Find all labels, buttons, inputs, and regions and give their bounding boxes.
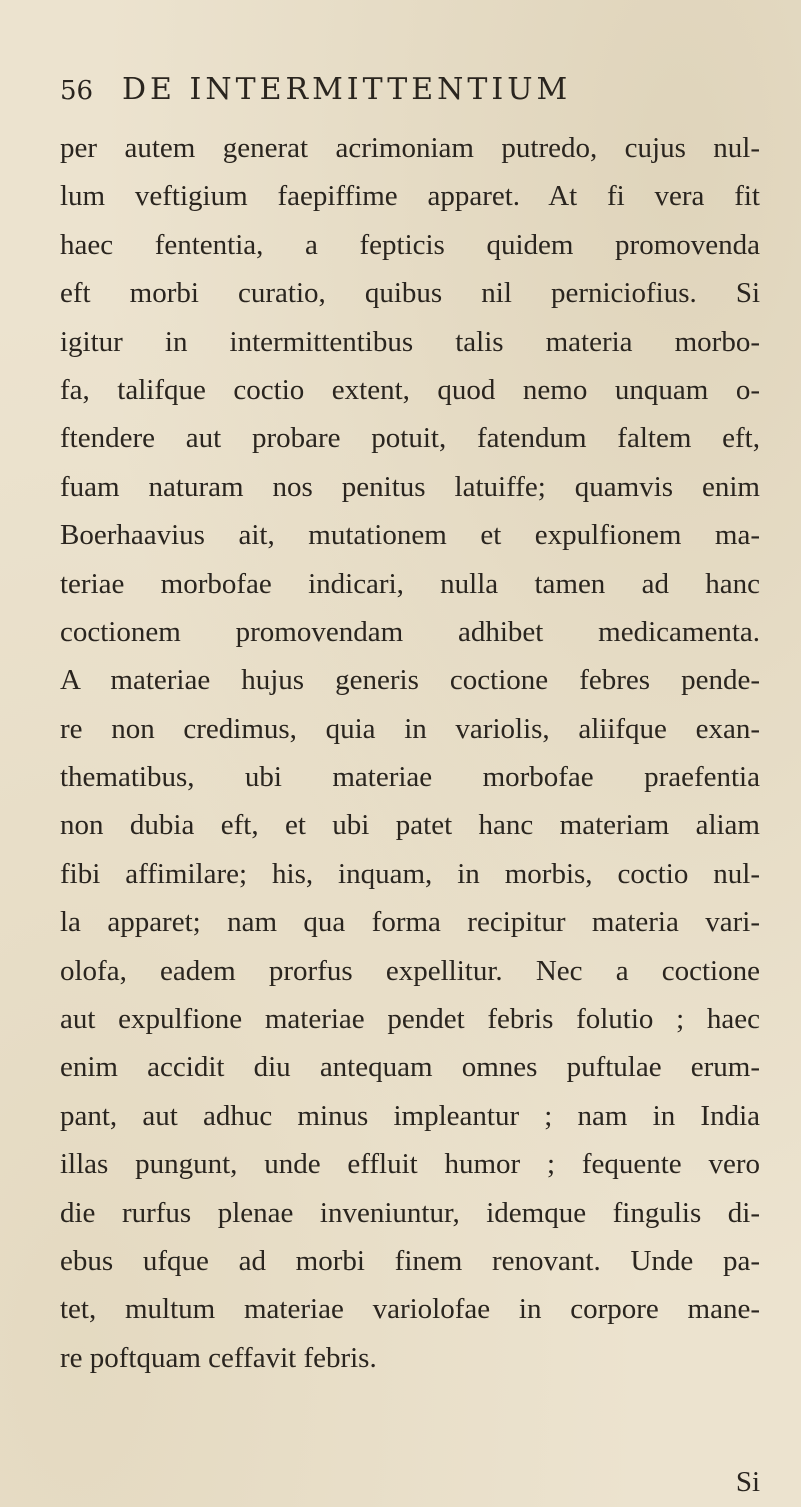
running-title: DE INTERMITTENTIUM [122,72,572,107]
text-line: teriae morbofae indicari, nulla tamen ad hanc [60,567,760,600]
text-line: A materiae hujus generis coctione febres pende- [60,664,760,697]
text-line: re non credimus, quia in variolis, aliifque exan- [60,712,760,745]
text-line: die rurfus plenae inveniuntur, idemque fingulis di- [60,1196,760,1229]
page-header [60,72,760,112]
catchword: Si [735,1466,760,1498]
text-line: re poftquam ceffavit febris. [60,1341,377,1374]
text-line: fuam naturam nos penitus latuiffe; quamvis enim [60,470,760,503]
text-line: lum veftigium faepiffime apparet. At fi vera fit [60,180,760,213]
text-line: ftendere aut probare potuit, fatendum faltem eft, [60,422,760,455]
text-line: olofa, eadem prorfus expellitur. Nec a coctione [60,954,760,987]
text-line: coctionem promovendam adhibet medicamenta. [60,615,760,648]
text-line: igitur in intermittentibus talis materia morbo- [60,325,760,358]
text-line: fa, talifque coctio extent, quod nemo unquam o- [60,373,760,406]
page-number: 56 [60,76,94,106]
text-line: fibi affimilare; his, inquam, in morbis, coctio nul- [60,857,760,890]
text-line: illas pungunt, unde effluit humor ; fequente vero [60,1148,760,1181]
text-line: pant, aut adhuc minus impleantur ; nam in India [60,1099,760,1132]
text-line: la apparet; nam qua forma recipitur materia vari- [60,906,760,939]
text-line: thematibus, ubi materiae morbofae praefentia [60,761,760,794]
text-line: Boerhaavius ait, mutationem et expulfionem ma- [60,519,760,552]
body-paragraph [60,124,760,1382]
text-line: aut expulfione materiae pendet febris folutio ; haec [60,1003,760,1036]
text-line: non dubia eft, et ubi patet hanc materiam aliam [60,809,760,842]
text-line: per autem generat acrimoniam putredo, cujus nul- [60,132,760,164]
text-line: ebus ufque ad morbi finem renovant. Unde pa- [60,1244,760,1277]
text-line: haec fententia, a fepticis quidem promovenda [60,228,760,261]
text-line: enim accidit diu antequam omnes puftulae erum- [60,1051,760,1084]
text-line: tet, multum materiae variolofae in corpore mane- [60,1293,760,1326]
text-line: eft morbi curatio, quibus nil perniciofius. Si [60,277,760,310]
